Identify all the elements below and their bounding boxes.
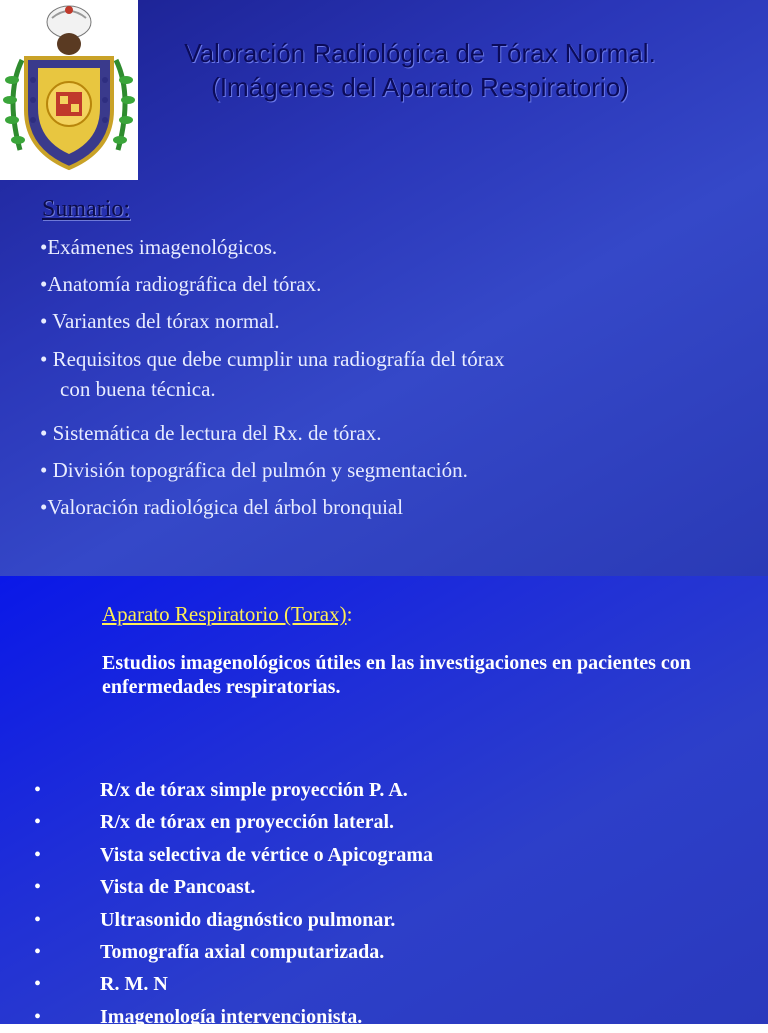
bullet-icon: • bbox=[34, 908, 42, 931]
slide-2-heading-text: Aparato Respiratorio (Torax) bbox=[102, 602, 347, 626]
bullet-icon: • bbox=[34, 1005, 42, 1028]
coat-of-arms-icon bbox=[0, 0, 138, 180]
list-item bbox=[34, 936, 433, 968]
list-item-text: Imagenología intervencionista. bbox=[100, 1005, 363, 1028]
list-item-text: Ultrasonido diagnóstico pulmonar. bbox=[100, 908, 396, 931]
slide-2-heading bbox=[102, 602, 352, 627]
list-item: •Valoración radiológica del árbol bronquial bbox=[40, 494, 404, 519]
summary-heading: Sumario: bbox=[42, 196, 130, 222]
bullet-icon: • bbox=[34, 973, 42, 996]
list-item bbox=[34, 968, 433, 1000]
summary-list bbox=[40, 232, 505, 529]
list-item-text: Vista selectiva de vértice o Apicograma bbox=[100, 843, 434, 866]
slide-2-intro: Estudios imagenológicos útiles en las investigaciones en pacientes con enfermedades respiratorias. bbox=[102, 652, 691, 698]
title-line-1: Valoración Radiológica de Tórax Normal. bbox=[184, 38, 656, 68]
list-item bbox=[34, 839, 433, 871]
list-item-text: R. M. N bbox=[100, 973, 168, 996]
list-item: • Variantes del tórax normal. bbox=[40, 309, 280, 334]
list-item bbox=[34, 774, 433, 806]
list-item: •Exámenes imagenológicos. bbox=[40, 235, 278, 259]
university-coat-of-arms-logo bbox=[0, 0, 138, 180]
list-item-text: R/x de tórax en proyección lateral. bbox=[100, 811, 395, 834]
bullet-icon: • bbox=[34, 779, 42, 801]
bullet-icon: • bbox=[34, 811, 42, 834]
list-item-text: • Requisitos que debe cumplir una radiografía del tórax bbox=[40, 346, 505, 371]
slide-1-title bbox=[140, 36, 700, 104]
list-item: •Anatomía radiográfica del tórax. bbox=[40, 272, 322, 297]
title-line-2: (Imágenes del Aparato Respiratorio) bbox=[211, 72, 629, 102]
list-item-text: Tomografía axial computarizada. bbox=[100, 940, 385, 963]
list-item-text: Vista de Pancoast. bbox=[100, 876, 256, 899]
list-item bbox=[40, 344, 505, 418]
list-item bbox=[34, 904, 433, 936]
slide-2-heading-colon: : bbox=[346, 602, 353, 626]
list-item: • División topográfica del pulmón y segmentación. bbox=[40, 457, 468, 482]
bullet-icon: • bbox=[34, 876, 42, 899]
list-item: • Sistemática de lectura del Rx. de tórax. bbox=[40, 420, 382, 445]
imaging-studies-list bbox=[34, 774, 433, 1033]
list-item bbox=[34, 1001, 433, 1033]
list-item bbox=[34, 806, 433, 838]
list-item-text: R/x de tórax simple proyección P. A. bbox=[100, 779, 408, 801]
bullet-icon: • bbox=[34, 940, 42, 963]
bullet-icon: • bbox=[34, 843, 42, 866]
list-item bbox=[34, 871, 433, 903]
list-item-continuation: con buena técnica. bbox=[60, 376, 216, 401]
